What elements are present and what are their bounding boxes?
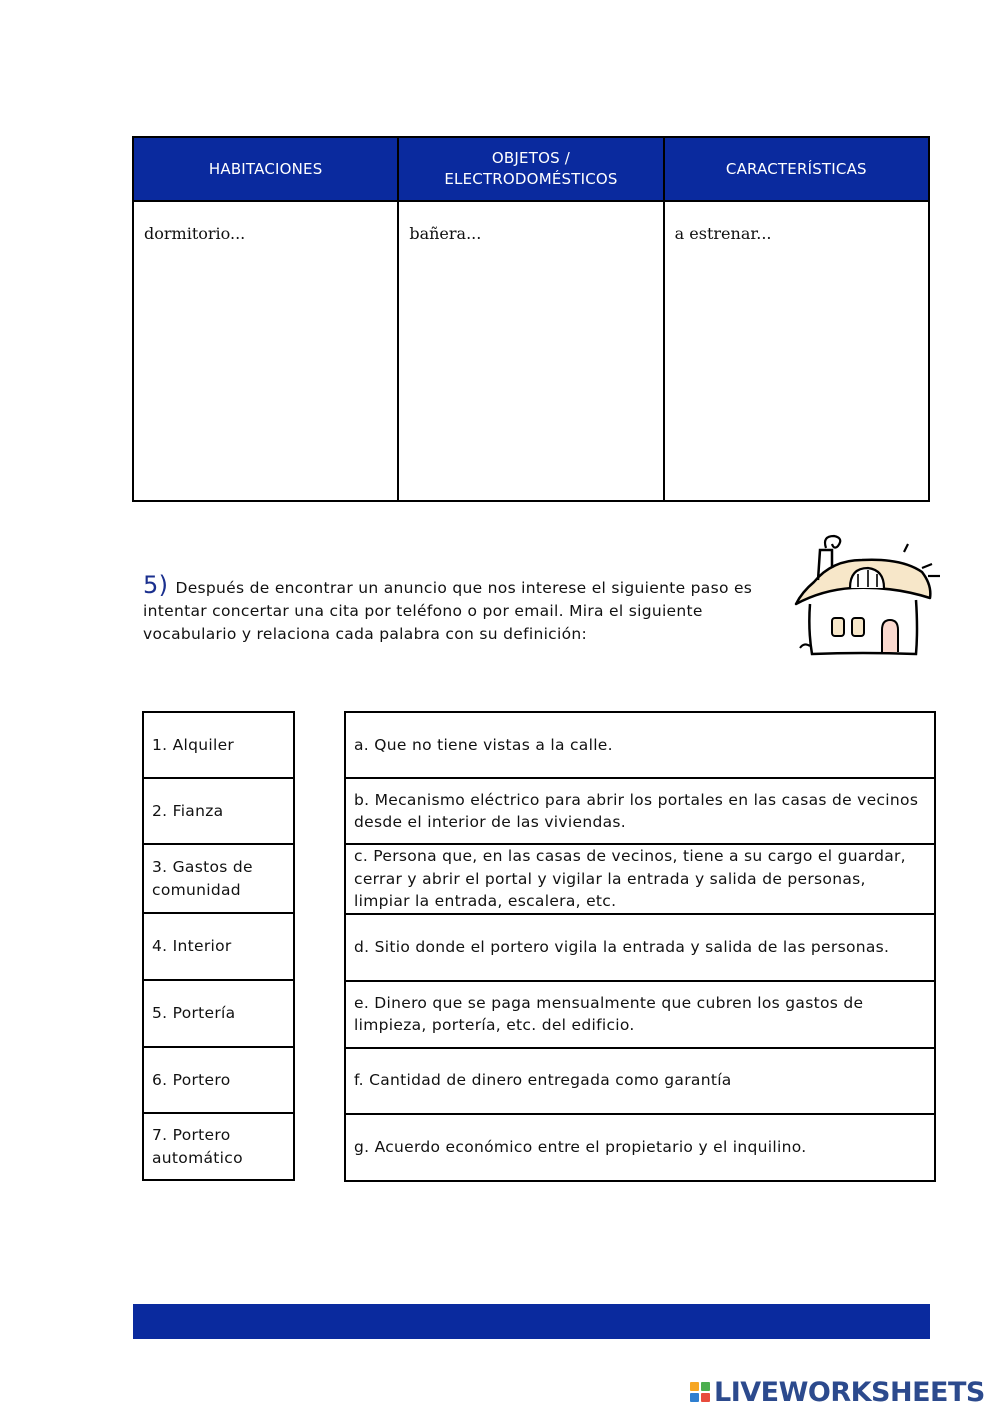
- definition-item[interactable]: c. Persona que, en las casas de vecinos, tiene a su cargo el guardar, cerrar y abrir el portal y vigilar la entrada y salida de personas, limpiar la entrada, escalera, etc.: [345, 844, 935, 914]
- header-habitaciones: HABITACIONES: [133, 137, 398, 201]
- word-item[interactable]: 5. Portería: [143, 980, 294, 1047]
- rooms-objects-table: [132, 136, 930, 502]
- definition-item[interactable]: g. Acuerdo económico entre el propietario y el inquilino.: [345, 1114, 935, 1181]
- header-caracteristicas: CARACTERÍSTICAS: [664, 137, 929, 201]
- cell-habitaciones[interactable]: dormitorio...: [133, 201, 398, 501]
- definition-item[interactable]: a. Que no tiene vistas a la calle.: [345, 712, 935, 778]
- definition-item[interactable]: f. Cantidad de dinero entregada como garantía: [345, 1048, 935, 1114]
- word-item[interactable]: 1. Alquiler: [143, 712, 294, 778]
- header-objetos: OBJETOS / ELECTRODOMÉSTICOS: [398, 137, 663, 201]
- definition-item[interactable]: d. Sitio donde el portero vigila la entrada y salida de las personas.: [345, 914, 935, 981]
- logo-grid-icon: [690, 1382, 710, 1402]
- footer-bar: [133, 1304, 930, 1339]
- cell-objetos[interactable]: bañera...: [398, 201, 663, 501]
- word-item[interactable]: 2. Fianza: [143, 778, 294, 844]
- cell-caracteristicas[interactable]: a estrenar...: [664, 201, 929, 501]
- brand-name: LIVEWORKSHEETS: [714, 1376, 985, 1408]
- definition-item[interactable]: b. Mecanismo eléctrico para abrir los portales en las casas de vecinos desde el interior de las viviendas.: [345, 778, 935, 844]
- house-illustration: [792, 530, 942, 660]
- word-item[interactable]: 3. Gastos de comunidad: [143, 844, 294, 913]
- section-5-intro: [143, 571, 783, 646]
- word-item[interactable]: 4. Interior: [143, 913, 294, 980]
- definition-item[interactable]: e. Dinero que se paga mensualmente que cubren los gastos de limpieza, portería, etc. del edificio.: [345, 981, 935, 1048]
- section-5-text: Después de encontrar un anuncio que nos interese el siguiente paso es intentar concertar una cita por teléfono o por email. Mira el siguiente vocabulario y relaciona cada palabra con su definición:: [143, 579, 753, 643]
- liveworksheets-logo: [690, 1372, 985, 1412]
- vocabulary-words-table: [142, 711, 295, 1181]
- word-item[interactable]: 6. Portero: [143, 1047, 294, 1113]
- vocabulary-definitions-table: [344, 711, 936, 1182]
- section-number: 5): [143, 571, 169, 599]
- word-item[interactable]: 7. Portero automático: [143, 1113, 294, 1180]
